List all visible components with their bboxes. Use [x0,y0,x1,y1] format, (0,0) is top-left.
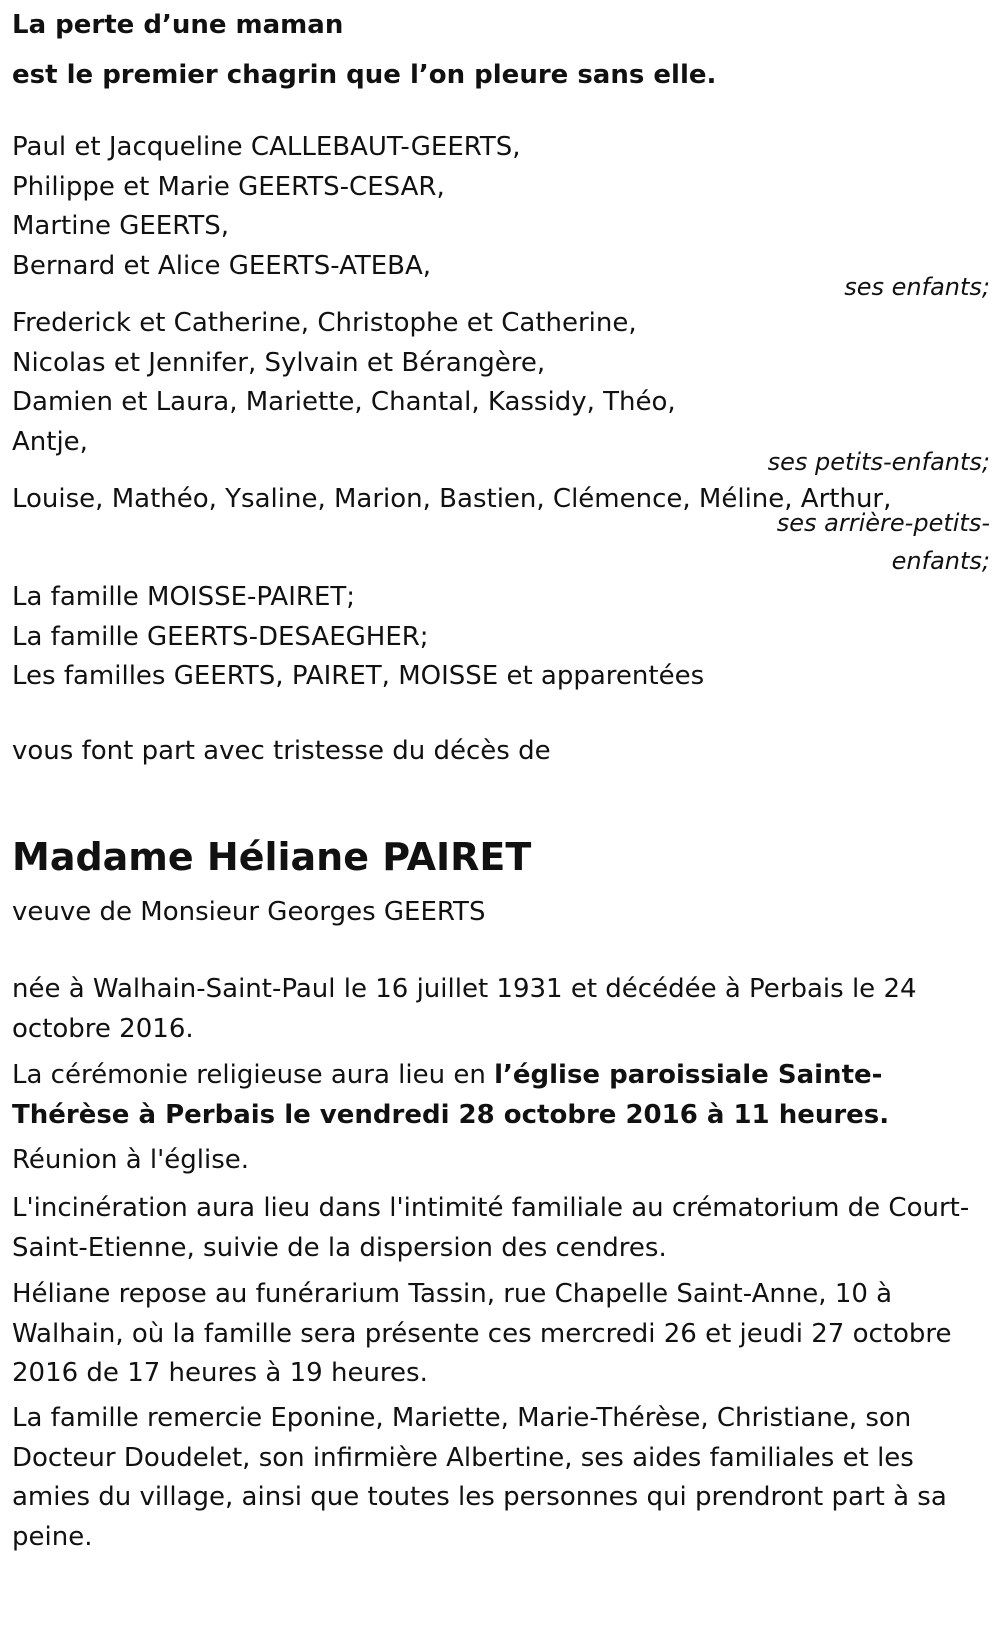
grandchildren-role: ses petits-enfants; [767,448,990,476]
ceremony-details: l’église paroissiale Sainte-Thérèse à Perbais le vendredi 28 octobre 2016 à 11 heures. [12,1060,890,1130]
children-line: Philippe et Marie GEERTS-CESAR, [12,171,445,202]
birth-death-text: née à Walhain-Saint-Paul le 16 juillet 1931 et décédée à Perbais le 24 octobre 2016. [12,974,917,1044]
meeting-text: Réunion à l'église. [12,1145,250,1175]
ceremony-intro: La cérémonie religieuse aura lieu en [12,1060,495,1090]
visitation-text: Héliane repose au funérarium Tassin, rue Chapelle Saint-Anne, 10 à Walhain, où la famille sera présente ces mercredi 26 et jeudi 27 octobre 2016 de 17 heures à 19 heures. [12,1279,952,1388]
children-line: Bernard et Alice GEERTS-ATEBA, [12,250,432,281]
great-grandchildren-line: Louise, Mathéo, Ysaline, Marion, Bastien, Clémence, Méline, Arthur, [12,484,892,514]
grandchildren-line: Antje, [12,426,88,457]
grandchildren-list [12,304,988,462]
family-line: Les familles GEERTS, PAIRET, MOISSE et apparentées [12,661,705,691]
great-grandchildren-role-1: ses arrière-petits- [776,509,990,537]
children-list [12,128,988,286]
cremation-text: L'incinération aura lieu dans l'intimité familiale au crématorium de Court-Saint-Etienne, suivie de la dispersion des cendres. [12,1193,970,1263]
ceremony-text [12,1056,980,1135]
quote-line-2: est le premier chagrin que l’on pleure sans elle. [12,60,717,90]
widow-of-text: veuve de Monsieur Georges GEERTS [12,897,486,927]
great-grandchildren-role-2: enfants; [891,547,990,575]
quote-line-1: La perte d’une maman [12,10,344,40]
announcement-text: vous font part avec tristesse du décès de [12,736,551,766]
grandchildren-line: Nicolas et Jennifer, Sylvain et Bérangère, [12,347,546,378]
family-line: La famille MOISSE-PAIRET; [12,582,356,612]
children-line: Martine GEERTS, [12,211,230,241]
children-role: ses enfants; [844,273,990,301]
family-line: La famille GEERTS-DESAEGHER; [12,621,429,652]
grandchildren-line: Frederick et Catherine, Christophe et Catherine, [12,308,637,338]
deceased-name: Madame Héliane PAIRET [12,835,532,879]
children-line: Paul et Jacqueline CALLEBAUT-GEERTS, [12,132,521,162]
families-list [12,578,988,697]
thanks-text: La famille remercie Eponine, Mariette, Marie-Thérèse, Christiane, son Docteur Doudelet, son infirmière Albertine, ses aides familiales et les amies du village, ainsi que toutes les personnes qui prendront part à sa peine. [12,1403,947,1552]
grandchildren-line: Damien et Laura, Mariette, Chantal, Kassidy, Théo, [12,387,676,417]
